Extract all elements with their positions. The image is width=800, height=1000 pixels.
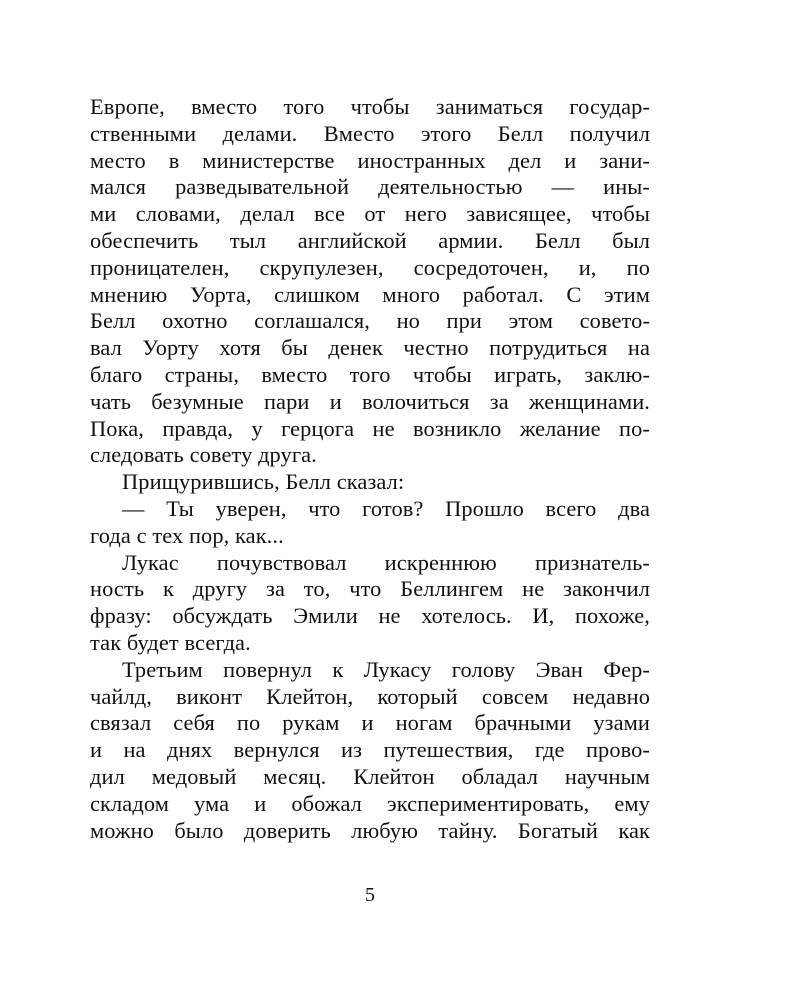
page-number: 5 [365, 884, 375, 906]
text-line: связал себя по рукам и ногам брачными узами [90, 710, 650, 736]
text-line: вал Уорту хотя бы денек честно потрудиться на [90, 335, 650, 361]
text-line: чайлд, виконт Клейтон, который совсем недавно [90, 683, 650, 709]
text-line: Европе, вместо того чтобы заниматься государ- [90, 94, 650, 119]
text-line: — Ты уверен, что готов? Прошло всего два [122, 495, 650, 521]
text-line: фразу: обсуждать Эмили не хотелось. И, похоже, [90, 603, 650, 629]
text-line: Белл охотно соглашался, но при этом совето- [90, 308, 650, 334]
text-line: ность к другу за то, что Беллингем не закончил [90, 576, 650, 602]
text-line: благо страны, вместо того чтобы играть, заклю- [90, 361, 650, 387]
body-text [90, 94, 650, 844]
text-line: обеспечить тыл английской армии. Белл был [90, 227, 650, 253]
text-line: место в министерстве иностранных дел и зани- [90, 147, 650, 173]
text-line: складом ума и обожал экспериментировать, ему [90, 790, 650, 816]
text-line: года с тех пор, как... [90, 522, 284, 548]
text-line: ми словами, делал все от него зависящее, чтобы [90, 201, 650, 227]
text-line: мнению Уорта, слишком много работал. С этим [90, 281, 650, 307]
text-line: следовать совету друга. [90, 442, 317, 468]
text-line: чать безумные пари и волочиться за женщинами. [90, 388, 650, 414]
text-line: можно было доверить любую тайну. Богатый как [90, 817, 650, 843]
text-line: Третьим повернул к Лукасу голову Эван Фер- [122, 656, 650, 682]
text-line: мался разведывательной деятельностью — ины- [90, 174, 650, 200]
text-line: и на днях вернулся из путешествия, где прово- [90, 737, 650, 763]
text-line: проницателен, скрупулезен, сосредоточен, и, по [90, 254, 650, 280]
text-line: дил медовый месяц. Клейтон обладал научным [90, 763, 650, 789]
text-line: Пока, правда, у герцога не возникло желание по- [90, 415, 650, 441]
text-line: Прищурившись, Белл сказал: [122, 469, 405, 495]
text-line: Лукас почувствовал искреннюю признатель- [122, 549, 650, 575]
text-line: так будет всегда. [90, 629, 251, 655]
text-line: ственными делами. Вместо этого Белл получил [90, 120, 650, 146]
